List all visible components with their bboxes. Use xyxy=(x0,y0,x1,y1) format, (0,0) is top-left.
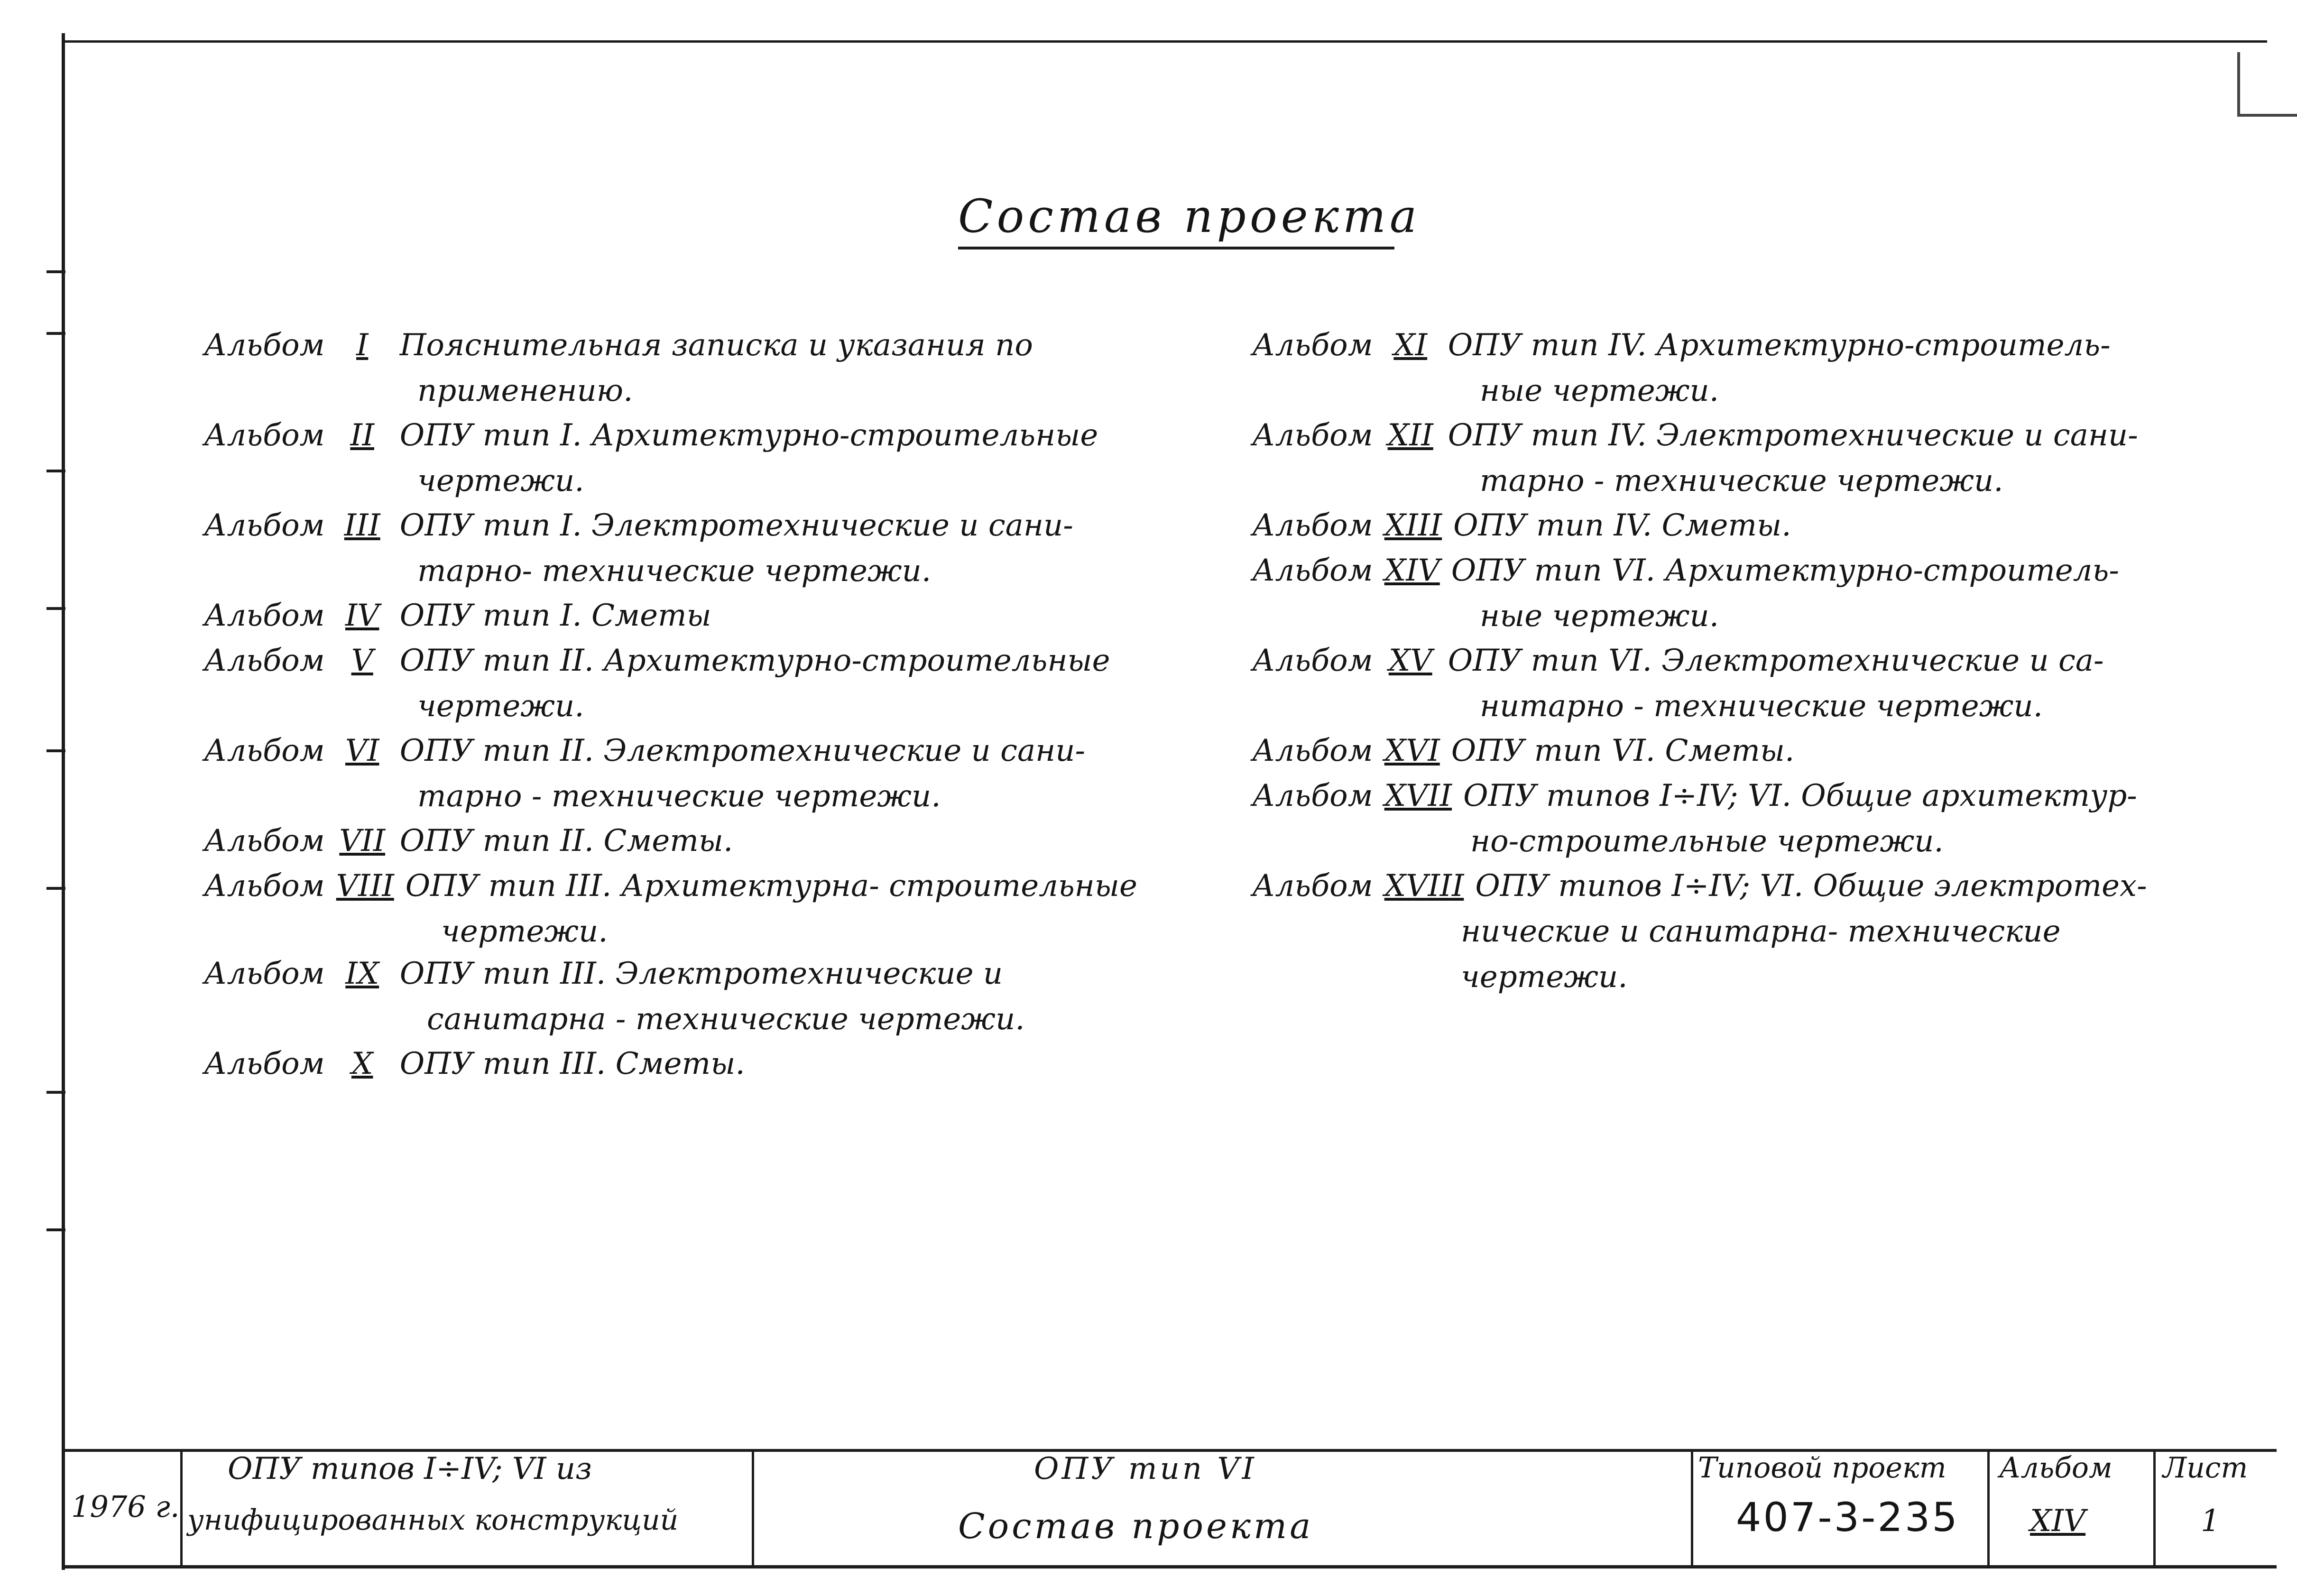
stamp-subject-line1: ОПУ тип VI xyxy=(1034,1451,1257,1486)
album-description: ОПУ тип IV. Сметы. xyxy=(1453,508,1791,543)
binding-tick xyxy=(46,332,65,335)
album-number: VII xyxy=(339,823,386,858)
album-description: ОПУ тип VI. Сметы. xyxy=(1451,733,1795,768)
binding-tick xyxy=(46,887,65,890)
album-description-cont: ные чертежи. xyxy=(1480,373,1719,408)
stamp-project-label: Типовой проект xyxy=(1698,1451,1946,1485)
stamp-divider xyxy=(1987,1449,1990,1568)
binding-tick xyxy=(46,1228,65,1231)
album-number: VI xyxy=(345,733,379,768)
album-description-cont: тарно - технические чертежи. xyxy=(1480,463,2003,498)
stamp-series-line1: ОПУ типов I÷IV; VI из xyxy=(228,1451,592,1486)
corner-stamp-mark xyxy=(2237,52,2297,117)
album-description-cont: тарно - технические чертежи. xyxy=(417,779,941,814)
stamp-divider xyxy=(180,1449,183,1568)
album-description-cont: нические и санитарна- технические xyxy=(1461,914,2061,949)
album-description: ОПУ типов I÷IV; VI. Общие электротех- xyxy=(1475,868,2147,904)
album-number: V xyxy=(351,643,373,678)
album-entry-15 xyxy=(1252,638,2104,729)
album-label: Альбом xyxy=(204,733,325,768)
album-number: I xyxy=(356,328,369,363)
album-description-cont: тарно- технические чертежи. xyxy=(417,554,932,589)
album-entry-12 xyxy=(1252,413,2138,504)
album-entry-9 xyxy=(204,951,1025,1042)
album-description: ОПУ тип III. Архитектурна- строительные xyxy=(405,868,1137,904)
album-description-cont: но-строительные чертежи. xyxy=(1470,824,1944,859)
album-label: Альбом xyxy=(204,598,325,633)
album-number: III xyxy=(344,508,380,543)
album-entry-4 xyxy=(204,593,711,638)
stamp-album-value: XIV xyxy=(2030,1504,2086,1539)
stamp-series-line2: унифицированных конструкций xyxy=(187,1504,679,1537)
binding-tick xyxy=(46,749,65,752)
frame-left-border xyxy=(62,33,65,1570)
album-description-cont: нитарно - технические чертежи. xyxy=(1480,689,2043,724)
album-label: Альбом xyxy=(1252,733,1373,768)
album-label: Альбом xyxy=(204,643,325,678)
album-description: ОПУ тип II. Электротехнические и сани- xyxy=(399,733,1086,768)
album-description: ОПУ тип III. Электротехнические и xyxy=(399,956,1003,991)
album-number: X xyxy=(351,1046,373,1081)
album-description-cont: чертежи. xyxy=(1461,959,1628,995)
binding-tick xyxy=(46,270,65,273)
album-number: II xyxy=(350,418,374,453)
stamp-divider xyxy=(2153,1449,2156,1568)
album-entry-5 xyxy=(204,638,1110,729)
stamp-sheet-label: Лист xyxy=(2163,1451,2248,1485)
album-label: Альбом xyxy=(1252,868,1373,904)
album-description-cont: чертежи. xyxy=(441,914,608,949)
binding-tick xyxy=(46,1091,65,1094)
binding-tick xyxy=(46,607,65,610)
album-entry-17 xyxy=(1252,773,2137,864)
frame-bottom-border xyxy=(62,1565,2277,1568)
album-description: ОПУ тип III. Сметы. xyxy=(399,1046,745,1081)
album-number: VIII xyxy=(336,868,394,904)
album-entry-13 xyxy=(1252,503,1791,548)
album-entry-14 xyxy=(1252,548,2119,639)
album-description-cont: чертежи. xyxy=(417,689,584,724)
album-label: Альбом xyxy=(204,328,325,363)
album-label: Альбом xyxy=(1252,508,1373,543)
stamp-subject-line2: Состав проекта xyxy=(958,1506,1314,1547)
album-description: ОПУ тип I. Архитектурно-строительные xyxy=(399,418,1098,453)
album-label: Альбом xyxy=(1252,418,1373,453)
album-description: ОПУ тип VI. Архитектурно-строитель- xyxy=(1451,553,2119,588)
album-description: Пояснительная записка и указания по xyxy=(399,328,1033,363)
album-number: XIII xyxy=(1384,508,1442,543)
album-label: Альбом xyxy=(1252,328,1373,363)
stamp-project-number: 407-3-235 xyxy=(1736,1494,1959,1541)
album-description-cont: чертежи. xyxy=(417,463,584,498)
album-number: XIV xyxy=(1384,553,1440,588)
album-label: Альбом xyxy=(204,1046,325,1081)
album-number: XVI xyxy=(1384,733,1440,768)
stamp-sheet-value: 1 xyxy=(2201,1504,2220,1539)
page-title: Состав проекта xyxy=(958,190,1421,243)
album-description: ОПУ типов I÷IV; VI. Общие архитектур- xyxy=(1463,778,2137,813)
album-label: Альбом xyxy=(204,868,325,904)
stamp-year: 1976 г. xyxy=(71,1489,180,1524)
album-label: Альбом xyxy=(204,823,325,858)
album-description: ОПУ тип II. Сметы. xyxy=(399,823,733,858)
stamp-divider xyxy=(752,1449,754,1568)
album-entry-3 xyxy=(204,503,1073,594)
album-number: XI xyxy=(1393,328,1428,363)
album-number: XVIII xyxy=(1384,868,1464,904)
album-label: Альбом xyxy=(204,508,325,543)
album-number: IX xyxy=(345,956,379,991)
album-description: ОПУ тип II. Архитектурно-строительные xyxy=(399,643,1110,678)
album-label: Альбом xyxy=(204,956,325,991)
album-number: XII xyxy=(1387,418,1433,453)
binding-tick xyxy=(46,470,65,472)
album-description: ОПУ тип IV. Электротехнические и сани- xyxy=(1448,418,2138,453)
album-entry-2 xyxy=(204,413,1098,504)
album-entry-6 xyxy=(204,728,1085,819)
album-entry-8 xyxy=(204,863,1137,954)
album-entry-7 xyxy=(204,818,733,864)
album-entry-1 xyxy=(204,323,1033,414)
album-entry-10 xyxy=(204,1041,745,1087)
album-description-cont: санитарна - технические чертежи. xyxy=(427,1002,1025,1037)
album-description: ОПУ тип I. Электротехнические и сани- xyxy=(399,508,1073,543)
stamp-album-label: Альбом xyxy=(1999,1451,2113,1485)
album-description: ОПУ тип VI. Электротехнические и са- xyxy=(1448,643,2104,678)
album-description-cont: ные чертежи. xyxy=(1480,599,1719,634)
album-label: Альбом xyxy=(1252,643,1373,678)
album-number: XV xyxy=(1388,643,1432,678)
album-label: Альбом xyxy=(1252,553,1373,588)
album-number: XVII xyxy=(1384,778,1452,813)
album-description: ОПУ тип IV. Архитектурно-строитель- xyxy=(1448,328,2111,363)
album-number: IV xyxy=(345,598,379,633)
album-entry-11 xyxy=(1252,323,2111,414)
album-label: Альбом xyxy=(1252,778,1373,813)
stamp-divider xyxy=(1691,1449,1693,1568)
frame-top-border xyxy=(62,40,2267,43)
album-entry-16 xyxy=(1252,728,1794,774)
album-description-cont: применению. xyxy=(417,373,633,408)
album-entry-18 xyxy=(1252,863,2147,1000)
album-description: ОПУ тип I. Сметы xyxy=(399,598,711,633)
title-underline xyxy=(958,247,1394,249)
album-label: Альбом xyxy=(204,418,325,453)
